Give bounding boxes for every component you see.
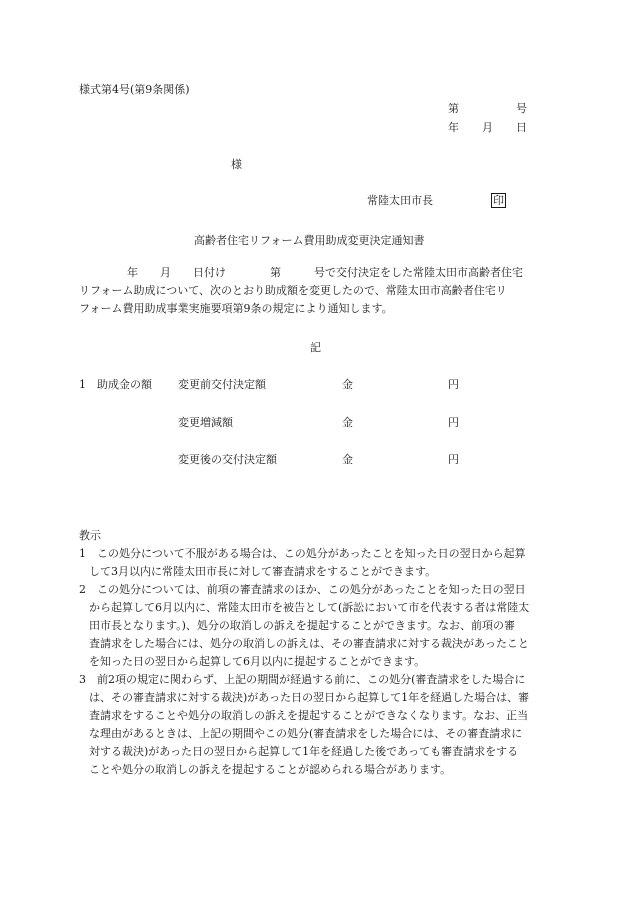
body-line: フォーム費用助成事業実施要項第9条の規定により通知します。	[79, 302, 393, 315]
note-number: 2	[79, 583, 86, 596]
kyouji-section	[79, 527, 557, 779]
note-line: 対する裁決)があった日の翌日から起算して1年を経過した後であっても審査請求をする	[89, 745, 519, 758]
date-year: 年	[448, 121, 459, 134]
addressee-sama: 様	[231, 158, 242, 171]
note-line: この処分については、前項の審査請求のほか、この処分があったことを知った日の翌日	[97, 583, 526, 596]
note-line: を知った日の翌日から起算して6月以内に提起することができます。	[89, 655, 426, 668]
amount-row-kin: 金	[342, 416, 353, 429]
amount-row-yen: 円	[448, 416, 459, 429]
seal-stamp: 印	[493, 194, 504, 207]
doc-no-suffix: 号	[516, 102, 527, 115]
note-line: して3月以内に常陸太田市長に対して審査請求をすることができます。	[89, 565, 437, 578]
amount-row-name: 変更増減額	[178, 416, 233, 429]
item-label: 助成金の額	[97, 378, 152, 391]
amount-row-name: 変更後の交付決定額	[178, 453, 277, 466]
note-number: 3	[79, 673, 86, 686]
note-line: この処分について不服がある場合は、この処分があったことを知った日の翌日から起算	[97, 547, 526, 560]
note-line: ことや処分の取消しの訴えを提起することが認められる場合があります。	[89, 763, 452, 776]
note-line: な理由があるときは、上記の期間やこの処分(審査請求をした場合には、その審査請求に	[89, 727, 523, 740]
note-line: 査請求をした場合には、処分の取消しの訴えは、その審査請求に対する裁決があったこと	[89, 637, 529, 650]
ki-heading: 記	[310, 341, 321, 354]
note-line: 査請求をすることや処分の取消しの訴えを提起することができなくなります。なお、正当	[89, 709, 529, 722]
amount-row-yen: 円	[448, 378, 459, 391]
note-line: 前2項の規定に関わらず、上記の期間が経過する前に、この処分(審査請求をした場合に	[97, 673, 526, 686]
body-paragraph	[79, 264, 557, 318]
kyouji-note-2	[79, 581, 557, 671]
document-title: 高齢者住宅リフォーム費用助成変更決定通知書	[194, 234, 425, 247]
form-number: 様式第4号(第9条関係)	[79, 83, 190, 96]
doc-no-prefix: 第	[448, 102, 459, 115]
body-line: リフォーム助成について、次のとおり助成額を変更したので、常陸太田市高齢者住宅リ	[79, 284, 507, 297]
amount-row-yen: 円	[448, 453, 459, 466]
note-line: は、その審査請求に対する裁決)があった日の翌日から起算して1年を経過した場合は、審	[89, 691, 530, 704]
sender-title: 常陸太田市長	[367, 194, 433, 207]
note-number: 1	[79, 547, 86, 560]
body-line: 年 月 日付け 第 号で交付決定をした常陸太田市高齢者住宅	[127, 266, 523, 279]
kyouji-note-3	[79, 671, 557, 779]
date-month: 月	[482, 121, 493, 134]
amount-row-kin: 金	[342, 453, 353, 466]
amount-row-kin: 金	[342, 378, 353, 391]
date-day: 日	[516, 121, 527, 134]
kyouji-note-1	[79, 545, 557, 581]
amount-row-name: 変更前交付決定額	[178, 378, 266, 391]
kyouji-heading: 教示	[79, 529, 101, 542]
note-line: 田市長となります。)、処分の取消しの訴えを提起することができます。なお、前項の審	[89, 619, 516, 632]
item-number: 1	[79, 378, 86, 391]
note-line: から起算して6月以内に、常陸太田市を被告として(訴訟において市を代表する者は常陸太	[89, 601, 530, 614]
